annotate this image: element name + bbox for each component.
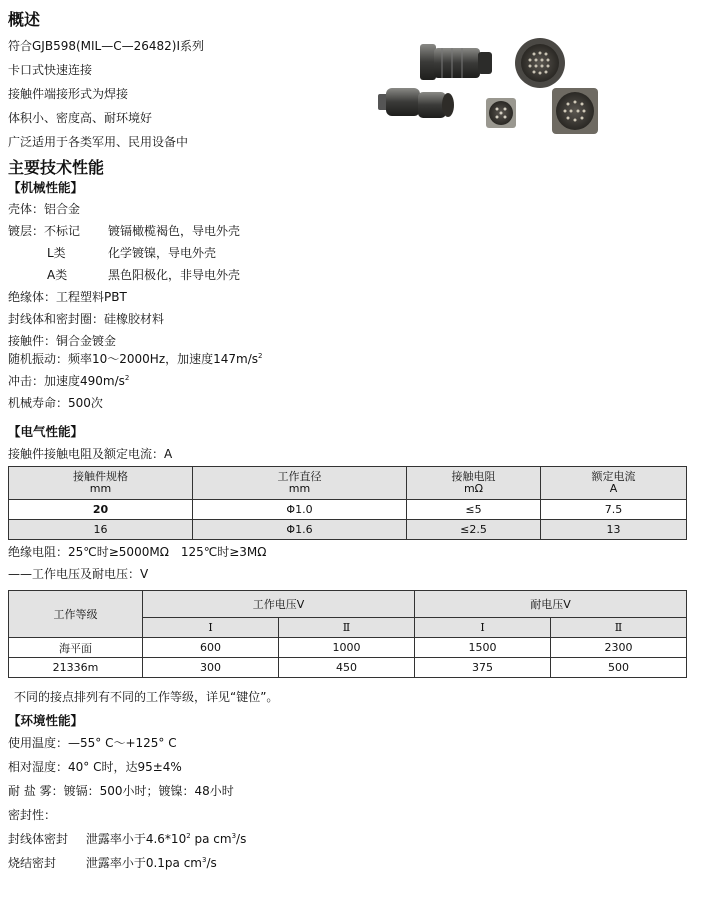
section-heading-environmental: 【环境性能】 [8,713,84,728]
table-cell: 300 [143,658,279,678]
table-cell: 600 [143,638,279,658]
table-cell: 375 [415,658,551,678]
table-header-cell: Ⅱ [551,618,687,638]
table-header-cell: 额定电流 A [541,467,687,500]
table-cell: 1500 [415,638,551,658]
section-heading-electrical: 【电气性能】 [8,424,84,439]
overview-line: 体积小、密度高、耐环境好 [8,111,153,125]
plug-connector-bottom [378,88,454,118]
table-header-cell: 耐电压V [415,591,687,618]
table-cell: Φ1.6 [193,520,407,540]
table-header-cell: 接触电阻 mΩ [407,467,541,500]
receptacle-flange [552,88,598,134]
main-title: 主要技术性能 [8,158,105,177]
spec-salt-spray: 耐 盐 雾：镀镉：500小时；镀镍：48小时 [8,784,234,798]
table-header-cell: Ⅱ [279,618,415,638]
insulation-resistance: 绝缘电阻：25℃时≥5000MΩ 125℃时≥3MΩ [8,545,267,559]
voltage-table [8,590,687,678]
table-cell: 20 [9,500,193,520]
table-cell: 16 [9,520,193,540]
table-header-row [9,467,687,500]
section-heading-mechanical: 【机械性能】 [8,180,84,195]
receptacle-small [486,98,516,128]
table-cell: 2300 [551,638,687,658]
spec-shell: 壳体：铝合金 [8,202,81,216]
table-header-cell: 工作直径 mm [193,467,407,500]
contact-resistance-table [8,466,687,540]
table-cell: 450 [279,658,415,678]
table-cell: 7.5 [541,500,687,520]
spec-plating-desc: 化学镀镍，导电外壳 [108,246,217,260]
table-cell: ≤2.5 [407,520,541,540]
table-cell: 海平面 [9,638,143,658]
spec-seal: 封线体和密封圈：硅橡胶材料 [8,312,165,326]
table-cell: Φ1.0 [193,500,407,520]
spec-contact: 接触件：铜合金镀金 [8,334,117,348]
overview-line: 符合GJB598(MIL—C—26482)Ⅰ系列 [8,39,205,53]
spec-temperature: 使用温度：—55° C～+125° C [8,736,177,750]
overview-line: 接触件端接形式为焊接 [8,87,129,101]
spec-plating-code: A类 [47,268,68,282]
spec-seal-sintered: 烧结密封 泄露率小于0.1pa $cm^3/s$ [8,856,217,870]
spec-seal-cable: 封线体密封 泄露率小于$4.6*10^2$ pa $cm^3/s$ [8,832,247,846]
table-cell: 500 [551,658,687,678]
spec-plating-code: L类 [47,246,66,260]
spec-life: 机械寿命：500次 [8,396,103,410]
table-header-cell: 工作等级 [9,591,143,638]
spec-vibration: 随机振动：频率10～2000Hz，加速度$147m/s^2$ [8,352,263,366]
spec-insulator: 绝缘体：工程塑料PBT [8,290,127,304]
overview-title: 概述 [8,10,41,29]
spec-humidity: 相对湿度：40° C时，达95±4% [8,760,182,774]
table-header-cell: 接触件规格 mm [9,467,193,500]
table-row [9,658,687,678]
table-row [9,520,687,540]
table-row [9,500,687,520]
spec-plating-desc: 镀镉橄榄褐色，导电外壳 [108,224,241,238]
overview-line: 广泛适用于各类军用、民用设备中 [8,135,189,149]
table-header-cell: Ⅰ [415,618,551,638]
table-cell: 13 [541,520,687,540]
table2-caption: ——工作电压及耐电压：V [8,567,149,581]
table-row [9,638,687,658]
spec-plating-code: 镀层：不标记 [8,224,81,238]
table-header-row [9,591,687,618]
overview-line: 卡口式快速连接 [8,63,93,77]
receptacle-face-top [515,38,565,88]
table-header-cell: Ⅰ [143,618,279,638]
spec-plating-desc: 黑色阳极化，非导电外壳 [108,268,241,282]
table-header-cell: 工作电压V [143,591,415,618]
spec-sealing: 密封性： [8,808,57,822]
keying-note: 不同的接点排列有不同的工作等级，详见“键位”。 [14,690,279,704]
table-cell: 21336m [9,658,143,678]
table-cell: 1000 [279,638,415,658]
spec-shock: 冲击：加速度$490m/s^2$ [8,374,130,388]
table1-caption: 接触件接触电阻及额定电流：A [8,447,173,461]
connector-product-photo [368,30,618,140]
table-cell: ≤5 [407,500,541,520]
plug-connector-top [420,44,492,80]
